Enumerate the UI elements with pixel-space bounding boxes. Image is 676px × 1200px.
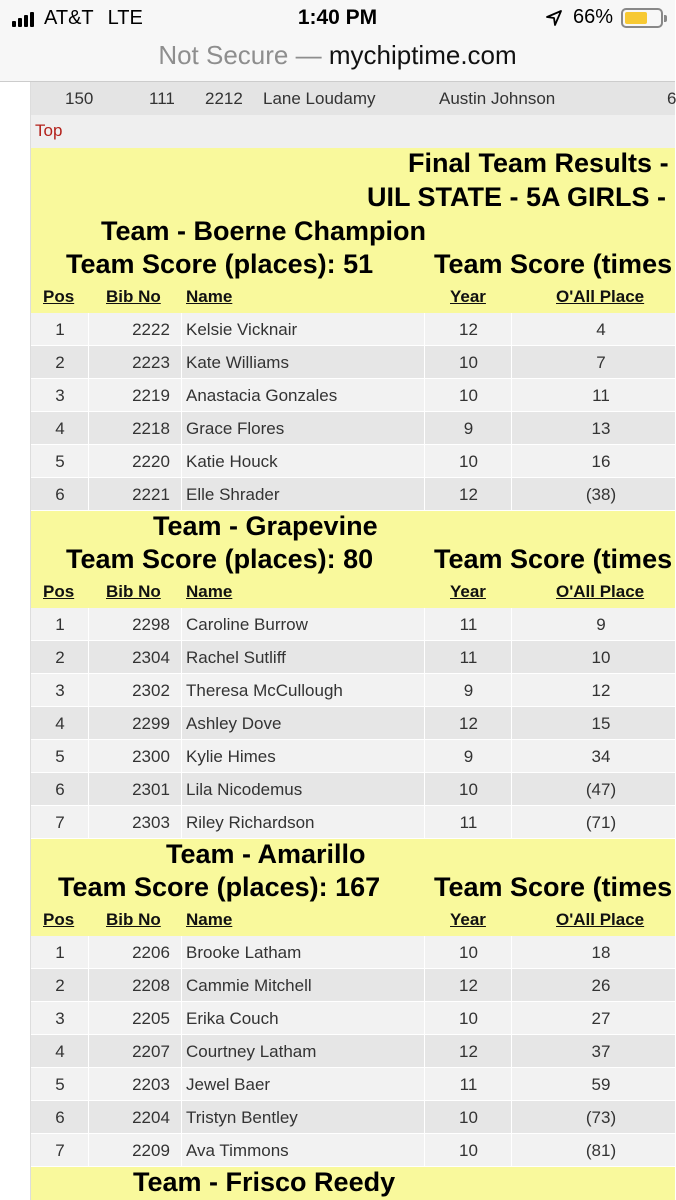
runner-overall-place: (81): [585, 1141, 617, 1160]
runner-name: Kylie Himes: [186, 747, 276, 766]
runner-year: 10: [459, 1108, 478, 1127]
runner-year: 10: [459, 780, 478, 799]
battery-percent: 66%: [572, 6, 613, 28]
column-divider: [88, 1101, 89, 1133]
runner-bib: 2220: [132, 452, 170, 471]
runner-year: 9: [463, 419, 474, 438]
column-divider: [88, 740, 89, 772]
table-row: [31, 641, 675, 674]
column-divider: [424, 740, 425, 772]
clock: 1:40 PM: [297, 6, 378, 29]
column-divider: [181, 1002, 182, 1034]
runner-name: Rachel Sutliff: [186, 648, 286, 667]
column-divider: [88, 1035, 89, 1067]
runner-overall-place: 37: [591, 1042, 611, 1061]
team-header: [31, 839, 675, 936]
column-divider: [88, 1068, 89, 1100]
runner-year: 10: [459, 1009, 478, 1028]
table-row: [31, 969, 675, 1002]
team-score-places: Team Score (places): 167: [58, 872, 381, 902]
team-results: [31, 216, 675, 1200]
team-block: [31, 216, 675, 511]
column-divider: [511, 641, 512, 673]
column-divider: [88, 641, 89, 673]
prev-place: 150: [65, 89, 94, 108]
team-score-row: [31, 872, 675, 905]
column-divider: [181, 936, 182, 968]
table-row: [31, 936, 675, 969]
runner-year: 10: [459, 943, 478, 962]
network-label: LTE: [107, 7, 143, 29]
column-divider: [424, 674, 425, 706]
runner-overall-place: 10: [591, 648, 611, 667]
column-divider: [88, 608, 89, 640]
column-divider: [88, 707, 89, 739]
column-divider: [181, 707, 182, 739]
location-icon: [545, 9, 563, 27]
runner-bib: 2223: [132, 353, 170, 372]
runner-overall-place: 18: [591, 943, 611, 962]
table-row: [31, 608, 675, 641]
runner-bib: 2206: [132, 943, 170, 962]
column-divider: [181, 740, 182, 772]
column-header-pos[interactable]: Pos: [43, 287, 75, 306]
runner-name: Elle Shrader: [186, 485, 280, 504]
runner-pos: 2: [55, 648, 65, 667]
team-name-row: [31, 839, 675, 872]
column-divider: [88, 346, 89, 378]
runner-name: Grace Flores: [186, 419, 285, 438]
runner-pos: 1: [55, 615, 65, 634]
table-row: [31, 313, 675, 346]
column-divider: [181, 1035, 182, 1067]
runner-name: Kelsie Vicknair: [186, 320, 298, 339]
column-header-place[interactable]: O'All Place: [556, 287, 645, 306]
table-row: [31, 1068, 675, 1101]
runner-name: Erika Couch: [186, 1009, 279, 1028]
column-divider: [424, 445, 425, 477]
runner-overall-place: (73): [585, 1108, 617, 1127]
column-divider: [88, 478, 89, 510]
security-label: Not Secure —: [158, 40, 322, 70]
team-score-times: Team Score (times: [434, 544, 673, 574]
runner-pos: 3: [55, 1009, 65, 1028]
runner-name: Brooke Latham: [186, 943, 302, 962]
column-header-row: [31, 577, 675, 608]
runner-bib: 2219: [132, 386, 170, 405]
battery-fill: [625, 12, 647, 24]
url-text[interactable]: [158, 40, 516, 71]
column-divider: [424, 936, 425, 968]
table-row: [31, 740, 675, 773]
team-name-row: [31, 216, 675, 249]
column-divider: [511, 608, 512, 640]
column-divider: [511, 412, 512, 444]
column-divider: [88, 412, 89, 444]
column-divider: [424, 313, 425, 345]
status-bar: [0, 0, 675, 38]
runner-year: 11: [459, 1075, 478, 1094]
column-divider: [511, 707, 512, 739]
column-header-bib[interactable]: Bib No: [106, 287, 161, 306]
column-divider: [181, 608, 182, 640]
column-divider: [424, 969, 425, 1001]
column-header-bib[interactable]: Bib No: [106, 582, 161, 601]
table-row: [31, 1134, 675, 1167]
runner-pos: 4: [55, 419, 65, 438]
column-divider: [88, 674, 89, 706]
column-divider: [88, 1134, 89, 1166]
runner-year: 10: [459, 452, 478, 471]
runner-overall-place: 4: [596, 320, 606, 339]
column-divider: [511, 969, 512, 1001]
column-divider: [424, 1101, 425, 1133]
column-divider: [511, 379, 512, 411]
column-header-row: [31, 905, 675, 936]
team-name: Team - Amarillo: [166, 839, 366, 869]
table-row: [31, 806, 675, 839]
team-header: [31, 216, 675, 313]
runner-overall-place: 16: [591, 452, 611, 471]
runner-pos: 1: [55, 320, 65, 339]
team-name: Team - Grapevine: [153, 511, 378, 541]
column-divider: [181, 379, 182, 411]
column-divider: [181, 773, 182, 805]
previous-result-row: [31, 82, 675, 115]
runner-name: Caroline Burrow: [186, 615, 308, 634]
results-subtitle-row: [31, 182, 675, 216]
runner-pos: 6: [55, 1108, 65, 1127]
team-score-times: Team Score (times: [434, 872, 673, 902]
runner-year: 10: [459, 1141, 478, 1160]
runner-overall-place: 26: [591, 976, 611, 995]
team-name-row: [31, 511, 675, 544]
column-divider: [511, 1068, 512, 1100]
column-header-pos[interactable]: Pos: [43, 910, 75, 929]
column-divider: [181, 412, 182, 444]
runner-bib: 2218: [132, 419, 170, 438]
runner-name: Anastacia Gonzales: [186, 386, 338, 405]
runner-year: 12: [459, 485, 478, 504]
runner-year: 12: [459, 976, 478, 995]
runner-bib: 2207: [132, 1042, 170, 1061]
column-divider: [181, 1101, 182, 1133]
runner-name: Riley Richardson: [186, 813, 315, 832]
column-divider: [424, 1002, 425, 1034]
column-header-pos[interactable]: Pos: [43, 582, 75, 601]
column-header-name[interactable]: Name: [186, 910, 233, 929]
column-divider: [181, 674, 182, 706]
runner-name: Cammie Mitchell: [186, 976, 312, 995]
results-subtitle: UIL STATE - 5A GIRLS -: [367, 182, 667, 212]
runner-pos: 5: [55, 1075, 65, 1094]
team-score-times: Team Score (times: [434, 249, 673, 279]
column-header-place[interactable]: O'All Place: [556, 582, 645, 601]
team-name: Team - Frisco Reedy: [133, 1167, 396, 1197]
runner-bib: 2209: [132, 1141, 170, 1160]
runner-pos: 7: [55, 1141, 65, 1160]
results-title-row: [31, 148, 675, 182]
column-divider: [181, 1134, 182, 1166]
team-score-row: [31, 544, 675, 577]
runner-year: 9: [463, 681, 474, 700]
runner-pos: 3: [55, 386, 65, 405]
carrier-label: AT&T: [44, 7, 94, 29]
column-divider: [424, 806, 425, 838]
runner-overall-place: 9: [596, 615, 606, 634]
runner-year: 9: [463, 747, 474, 766]
column-divider: [181, 346, 182, 378]
column-divider: [88, 445, 89, 477]
column-header-name[interactable]: Name: [186, 582, 233, 601]
column-header-place[interactable]: O'All Place: [556, 910, 645, 929]
column-divider: [88, 773, 89, 805]
runner-year: 11: [459, 813, 478, 832]
runner-name: Tristyn Bentley: [186, 1108, 298, 1127]
runner-bib: 2302: [132, 681, 170, 700]
table-row: [31, 379, 675, 412]
column-divider: [424, 608, 425, 640]
column-divider: [181, 969, 182, 1001]
runner-bib: 2208: [132, 976, 170, 995]
column-divider: [181, 313, 182, 345]
table-row: [31, 773, 675, 806]
column-divider: [181, 445, 182, 477]
column-divider: [511, 806, 512, 838]
column-divider: [424, 707, 425, 739]
column-divider: [88, 806, 89, 838]
runner-pos: 6: [55, 780, 65, 799]
table-row: [31, 1035, 675, 1068]
column-header-year[interactable]: Year: [450, 582, 486, 601]
runner-pos: 4: [55, 1042, 65, 1061]
column-divider: [511, 773, 512, 805]
column-divider: [88, 936, 89, 968]
column-divider: [424, 641, 425, 673]
column-divider: [181, 806, 182, 838]
runner-overall-place: (38): [585, 485, 617, 504]
runner-pos: 7: [55, 813, 65, 832]
url-host: mychiptime.com: [328, 40, 517, 70]
column-divider: [511, 313, 512, 345]
runner-bib: 2303: [132, 813, 170, 832]
runner-year: 12: [459, 714, 478, 733]
runner-overall-place: 59: [591, 1075, 611, 1094]
team-name-row: [31, 1167, 675, 1200]
table-row: [31, 1101, 675, 1134]
column-divider: [424, 478, 425, 510]
column-divider: [181, 641, 182, 673]
column-divider: [511, 1002, 512, 1034]
runner-pos: 4: [55, 714, 65, 733]
team-header: [31, 511, 675, 608]
runner-overall-place: 34: [591, 747, 611, 766]
results-page: [30, 82, 675, 1200]
team-score-row: [31, 249, 675, 282]
top-link[interactable]: Top: [31, 115, 675, 148]
prev-class-place: 111: [149, 89, 175, 108]
runner-name: Lila Nicodemus: [186, 780, 303, 799]
runner-pos: 2: [55, 976, 65, 995]
prev-cut: 6: [667, 89, 676, 108]
team-name: Team - Boerne Champion: [101, 216, 427, 246]
column-divider: [424, 1035, 425, 1067]
battery-icon: [621, 8, 663, 28]
runner-pos: 1: [55, 943, 65, 962]
runner-name: Ava Timmons: [186, 1141, 289, 1160]
column-divider: [424, 1134, 425, 1166]
table-row: [31, 707, 675, 740]
column-header-row: [31, 282, 675, 313]
column-header-bib[interactable]: Bib No: [106, 910, 161, 929]
runner-overall-place: (47): [585, 780, 617, 799]
runner-pos: 5: [55, 747, 65, 766]
runner-pos: 5: [55, 452, 65, 471]
table-row: [31, 674, 675, 707]
runner-overall-place: 11: [592, 386, 610, 405]
runner-overall-place: 12: [591, 681, 611, 700]
runner-bib: 2299: [132, 714, 170, 733]
runner-bib: 2298: [132, 615, 170, 634]
prev-bib: 2212: [205, 89, 243, 108]
runner-bib: 2222: [132, 320, 170, 339]
runner-name: Courtney Latham: [186, 1042, 317, 1061]
runner-year: 12: [459, 1042, 478, 1061]
column-divider: [511, 346, 512, 378]
runner-pos: 2: [55, 353, 65, 372]
column-divider: [424, 1068, 425, 1100]
runner-overall-place: (71): [585, 813, 617, 832]
column-divider: [424, 346, 425, 378]
column-header-year[interactable]: Year: [450, 287, 486, 306]
column-divider: [424, 412, 425, 444]
team-header: [31, 1167, 675, 1200]
runner-name: Kate Williams: [186, 353, 289, 372]
column-divider: [424, 379, 425, 411]
runner-bib: 2221: [132, 485, 170, 504]
column-divider: [511, 445, 512, 477]
runner-bib: 2304: [132, 648, 170, 667]
column-header-year[interactable]: Year: [450, 910, 486, 929]
status-right: [545, 6, 663, 29]
runner-bib: 2204: [132, 1108, 170, 1127]
column-divider: [511, 674, 512, 706]
column-divider: [511, 1134, 512, 1166]
runner-name: Jewel Baer: [186, 1075, 271, 1094]
table-row: [31, 346, 675, 379]
runner-year: 12: [459, 320, 478, 339]
team-score-places: Team Score (places): 51: [66, 249, 374, 279]
runner-overall-place: 27: [591, 1009, 611, 1028]
runner-pos: 6: [55, 485, 65, 504]
team-block: [31, 839, 675, 1167]
table-row: [31, 412, 675, 445]
runner-name: Katie Houck: [186, 452, 278, 471]
column-divider: [511, 1035, 512, 1067]
runner-year: 10: [459, 353, 478, 372]
column-divider: [511, 740, 512, 772]
column-divider: [88, 313, 89, 345]
runner-year: 11: [459, 615, 478, 634]
prev-team: Austin Johnson: [439, 89, 556, 108]
runner-overall-place: 13: [591, 419, 611, 438]
column-header-name[interactable]: Name: [186, 287, 233, 306]
column-divider: [88, 1002, 89, 1034]
results-header: [31, 148, 675, 216]
column-divider: [424, 773, 425, 805]
runner-bib: 2301: [132, 780, 170, 799]
runner-name: Ashley Dove: [186, 714, 282, 733]
column-divider: [88, 379, 89, 411]
column-divider: [511, 936, 512, 968]
runner-name: Theresa McCullough: [186, 681, 343, 700]
column-divider: [511, 478, 512, 510]
runner-pos: 3: [55, 681, 65, 700]
results-title: Final Team Results -: [408, 148, 669, 178]
team-score-places: Team Score (places): 80: [66, 544, 374, 574]
team-block: [31, 511, 675, 839]
team-block: [31, 1167, 675, 1200]
runner-bib: 2300: [132, 747, 170, 766]
table-row: [31, 445, 675, 478]
url-bar[interactable]: [0, 38, 675, 82]
column-divider: [88, 969, 89, 1001]
column-divider: [181, 478, 182, 510]
runner-overall-place: 7: [596, 353, 606, 372]
column-divider: [511, 1101, 512, 1133]
table-row: [31, 478, 675, 511]
column-divider: [181, 1068, 182, 1100]
runner-bib: 2205: [132, 1009, 170, 1028]
runner-overall-place: 15: [591, 714, 611, 733]
table-row: [31, 1002, 675, 1035]
prev-name: Lane Loudamy: [263, 89, 376, 108]
runner-bib: 2203: [132, 1075, 170, 1094]
runner-year: 10: [459, 386, 478, 405]
runner-year: 11: [459, 648, 478, 667]
